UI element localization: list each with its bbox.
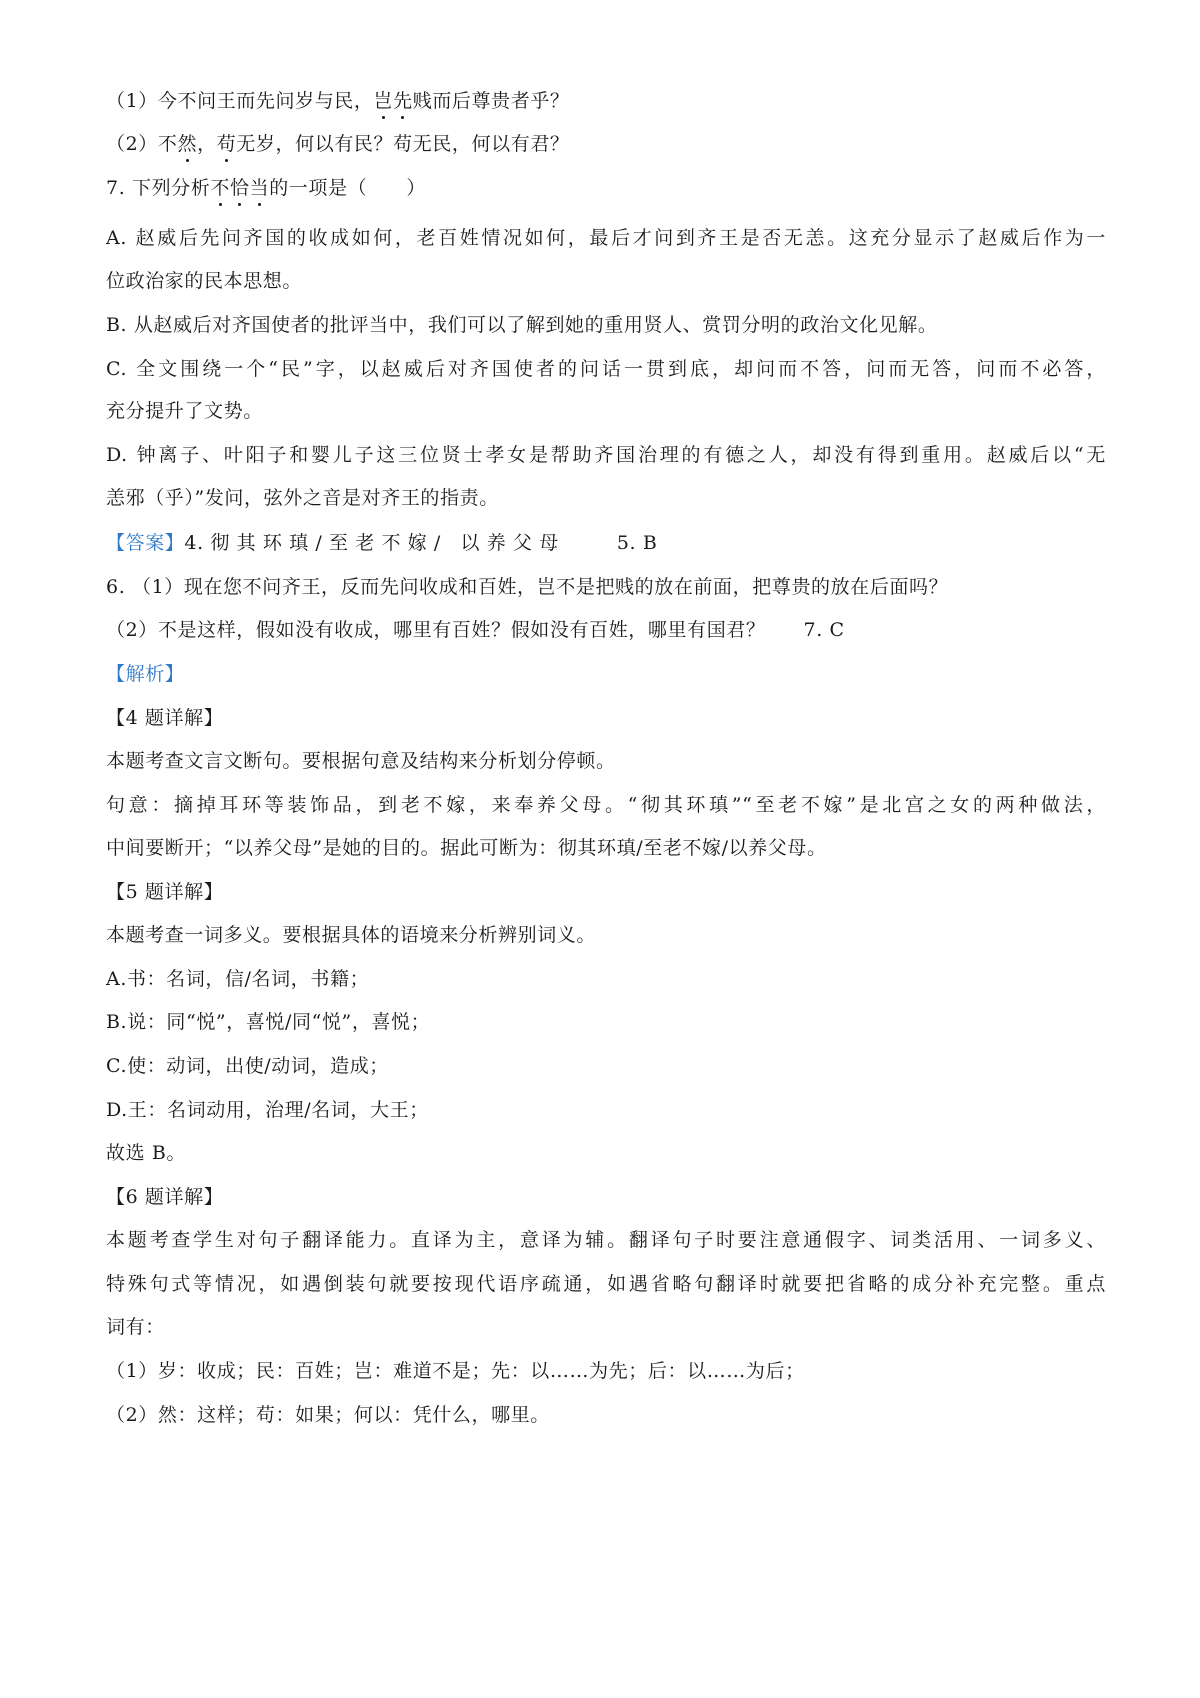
q4-detail-line-1: 本题考查文言文断句。要根据句意及结构来分析划分停顿。 [106,750,616,772]
emphasized-char: 然 [177,133,198,155]
answer-line-q6-2 [106,617,845,643]
emphasized-char: 恰 [229,177,250,199]
heading-q4-detail: 【4 题详解】 [106,707,224,729]
answer-q4: 4. 彻 其 环 瑱 / 至 老 不 嫁 / 以 养 父 母 [184,532,559,554]
q7-stem [106,175,426,201]
q6-detail-line-1: 本题考查学生对句子翻译能力。直译为主，意译为辅。翻译句子时要注意通假字、词类活用、一词多义、 [106,1229,1106,1251]
q7-option-d-line-2: 恙邪（乎）”发问，弦外之音是对齐王的指责。 [106,487,499,509]
q6-sentence-2-text-a: （2）不 [106,133,178,155]
q6-detail-line-2: 特殊句式等情况，如遇倒装句就要按现代语序疏通，如遇省略句翻译时就要把省略的成分补充完整。重点 [106,1273,1106,1295]
emphasized-char: 岂 [373,90,394,112]
q6-sentence-1-text-a: （1）今不问王而先问岁与民， [106,90,374,112]
q5-detail-option-b: B.说：同“悦”，喜悦/同“悦”，喜悦； [106,1011,431,1033]
answer-q6-line-2: （2）不是这样，假如没有收成，哪里有百姓？假如没有百姓，哪里有国君？ [106,619,766,641]
q6-sentence-2-text-c: 无岁，何以有民？苟无民，何以有君？ [236,133,570,155]
answer-q6-line-1: 6. （1）现在您不问齐王，反而先问收成和百姓，岂不是把贱的放在前面，把尊贵的放在后面吗？ [106,576,949,598]
q6-sentence-1-text-b: 贱而后尊贵者乎？ [412,90,570,112]
heading-q6-detail: 【6 题详解】 [106,1186,224,1208]
emphasized-char: 不 [210,177,230,199]
q7-option-b: B. 从赵威后对齐国使者的批评当中，我们可以了解到她的重用贤人、赏罚分明的政治文化见解。 [106,314,938,336]
q6-sentence-1 [106,88,570,114]
q5-detail-line-1: 本题考查一词多义。要根据具体的语境来分析辨别词义。 [106,924,597,946]
q5-detail-option-d: D.王：名词动用，治理/名词，大王； [106,1099,429,1121]
emphasized-char: 先 [393,90,413,112]
q7-stem-text-b: 的一项是（ ） [269,177,427,199]
q5-detail-selection: 故选 B。 [106,1142,187,1164]
answer-line-1 [106,530,657,556]
q7-stem-text-a: 7. 下列分析 [106,177,211,199]
q7-option-c-line-2: 充分提升了文势。 [106,400,263,422]
q7-option-d-line-1: D. 钟离子、叶阳子和婴儿子这三位贤士孝女是帮助齐国治理的有德之人，却没有得到重用。赵威后以“无 [106,444,1106,466]
emphasized-char: 当 [249,177,270,199]
q5-detail-option-c: C.使：动词，出使/动词，造成； [106,1055,389,1077]
q6-detail-line-5: （2）然：这样；苟：如果；何以：凭什么，哪里。 [106,1404,550,1426]
q6-sentence-2-text-b: ， [197,133,217,155]
q6-detail-line-4: （1）岁：收成；民：百姓；岂：难道不是；先：以……为先；后：以……为后； [106,1360,805,1382]
emphasized-char: 苟 [216,133,237,155]
q7-option-c-line-1: C. 全文围绕一个“民”字，以赵威后对齐国使者的问话一贯到底，却问而不答，问而无答，问而不必答， [106,358,1106,380]
q4-detail-line-3: 中间要断开；“以养父母”是她的目的。据此可断为：彻其环瑱/至老不嫁/以养父母。 [106,837,827,859]
answer-q5: 5. B [616,532,658,554]
q7-option-a-line-1: A. 赵威后先问齐国的收成如何，老百姓情况如何，最后才问到齐王是否无恙。这充分显示了赵威后作为一 [106,227,1106,249]
heading-q5-detail: 【5 题详解】 [106,881,224,903]
q4-detail-line-2: 句意：摘掉耳环等装饰品，到老不嫁，来奉养父母。“彻其环瑱”“至老不嫁”是北宫之女的两种做法， [106,794,1106,816]
q6-detail-line-3: 词有： [106,1316,165,1338]
answer-tag: 【答案】 [106,532,185,554]
q6-sentence-2 [106,131,570,157]
answer-q7: 7. C [803,619,845,641]
q5-detail-option-a: A.书：名词，信/名词，书籍； [106,968,370,990]
q7-option-a-line-2: 位政治家的民本思想。 [106,270,303,292]
analysis-tag: 【解析】 [106,663,185,685]
